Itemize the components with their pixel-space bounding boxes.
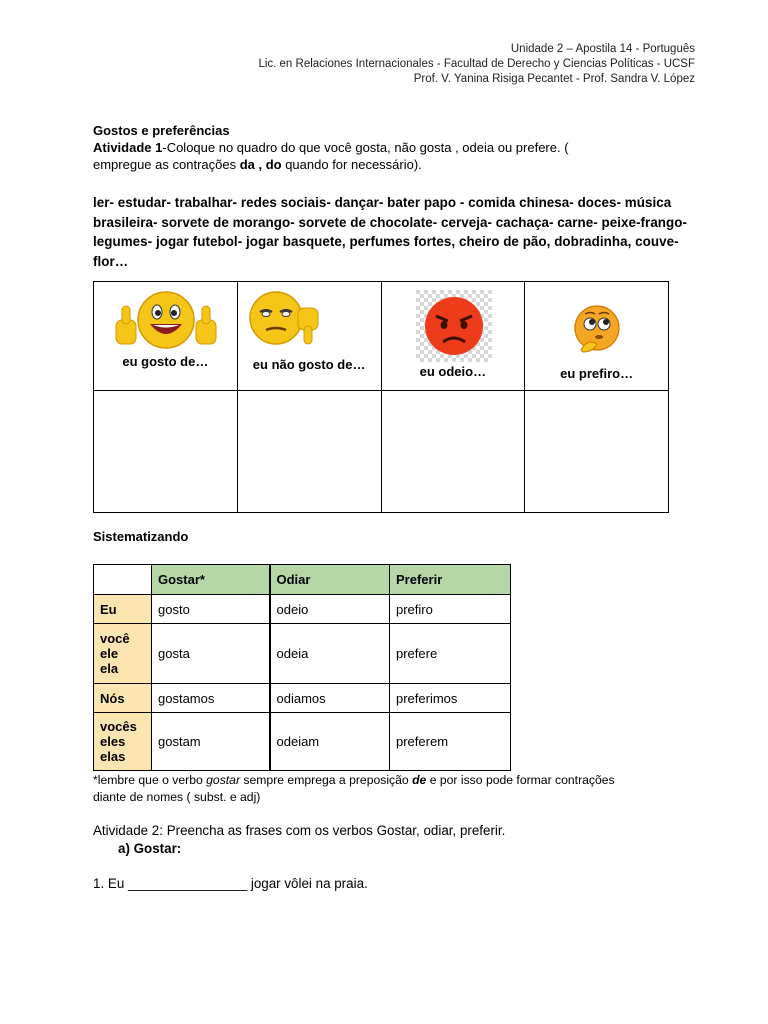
pronoun-cell: você ele ela [94, 624, 152, 684]
header-empty [94, 565, 152, 595]
header-line-unit: Unidade 2 – Apostila 14 - Português [510, 43, 695, 55]
document-header [258, 42, 695, 87]
note-text-b: sempre emprega a preposição [240, 773, 413, 787]
angry-face-icon [416, 290, 492, 362]
preferir-cell: preferimos [390, 684, 511, 713]
thinking-face-icon [571, 304, 623, 356]
activity1-text-a: -Coloque no quadro do que você gosta, não gosta , odeia ou prefere. ( [162, 140, 569, 155]
label-prefers: eu prefiro… [560, 366, 634, 381]
header-gostar: Gostar* [152, 565, 270, 595]
table-row [94, 624, 511, 684]
gostar-cell: gosta [152, 624, 270, 684]
header-line-teachers: Prof. V. Yanina Risiga Pecantet - Prof. Sandra V. López [413, 73, 695, 85]
column-dislikes [237, 282, 381, 391]
activity2-instructions: Atividade 2: Preencha as frases com os verbos Gostar, odiar, preferir. [93, 823, 506, 838]
table-row [94, 713, 511, 771]
gostar-cell: gostamos [152, 684, 270, 713]
word-list: ler- estudar- trabalhar- redes sociais- dançar- bater papo - comida chinesa- doces- música brasileira- sorvete de morango- sorvete de chocolate- cerveja- cachaça- carne- peixe-frango- legumes- jogar futebol- jogar basquete, perfumes fortes, cheiro de pão, dobradinha, couve-flor… [93, 195, 688, 269]
note-text-a: *lembre que o verbo [93, 773, 207, 787]
activity1-label: Atividade 1 [93, 140, 163, 155]
activity1-contractions: da , do [239, 157, 282, 172]
pronoun-cell: Nós [94, 684, 152, 713]
odiar-cell: odeiam [270, 713, 390, 771]
conjugation-header-row [94, 565, 511, 595]
section-title: Gostos e preferências [93, 123, 230, 138]
answer-cell-likes[interactable] [94, 391, 238, 513]
systematizing-title: Sistematizando [93, 529, 189, 544]
answer-cell-dislikes[interactable] [237, 391, 381, 513]
activity2-item-a: a) Gostar: [118, 841, 182, 856]
column-likes [94, 282, 238, 391]
note-verb: gostar [206, 773, 241, 787]
exercise-1[interactable]: 1. Eu ________________ jogar vôlei na praia. [93, 876, 368, 891]
conjugation-table [93, 564, 511, 771]
table-row [94, 595, 511, 624]
pronoun-cell: vocês eles elas [94, 713, 152, 771]
answer-cell-prefers[interactable] [525, 391, 669, 513]
answer-cell-hates[interactable] [381, 391, 525, 513]
label-likes: eu gosto de… [122, 354, 209, 369]
table-row [94, 684, 511, 713]
grammar-note [93, 772, 713, 806]
activity1-block [93, 122, 693, 173]
header-odiar: Odiar [270, 565, 390, 595]
thumbs-up-smiley-icon [114, 290, 218, 350]
pronoun-cell: Eu [94, 595, 152, 624]
odiar-cell: odeio [270, 595, 390, 624]
odiar-cell: odeia [270, 624, 390, 684]
note-text-c: e por isso pode formar contrações [426, 773, 615, 787]
activity1-text-b: empregue as contrações [93, 157, 240, 172]
preferir-cell: preferem [390, 713, 511, 771]
header-preferir: Preferir [390, 565, 511, 595]
column-hates [381, 282, 525, 391]
preferir-cell: prefere [390, 624, 511, 684]
note-line2: diante de nomes ( subst. e adj) [93, 790, 261, 804]
note-preposition: de [412, 773, 427, 787]
thumbs-down-smiley-icon [246, 290, 322, 354]
header-line-faculty: Lic. en Relaciones Internacionales - Facultad de Derecho y Ciencias Políticas - UCSF [258, 58, 695, 70]
label-hates: eu odeio… [419, 364, 487, 379]
odiar-cell: odiamos [270, 684, 390, 713]
activity1-instructions [93, 139, 693, 173]
activity1-text-c: quando for necessário). [281, 157, 422, 172]
gostar-cell: gostam [152, 713, 270, 771]
label-dislikes: eu não gosto de… [252, 357, 366, 372]
gostar-cell: gosto [152, 595, 270, 624]
column-prefers [525, 282, 669, 391]
preferir-cell: prefiro [390, 595, 511, 624]
preferences-grid [93, 281, 669, 513]
